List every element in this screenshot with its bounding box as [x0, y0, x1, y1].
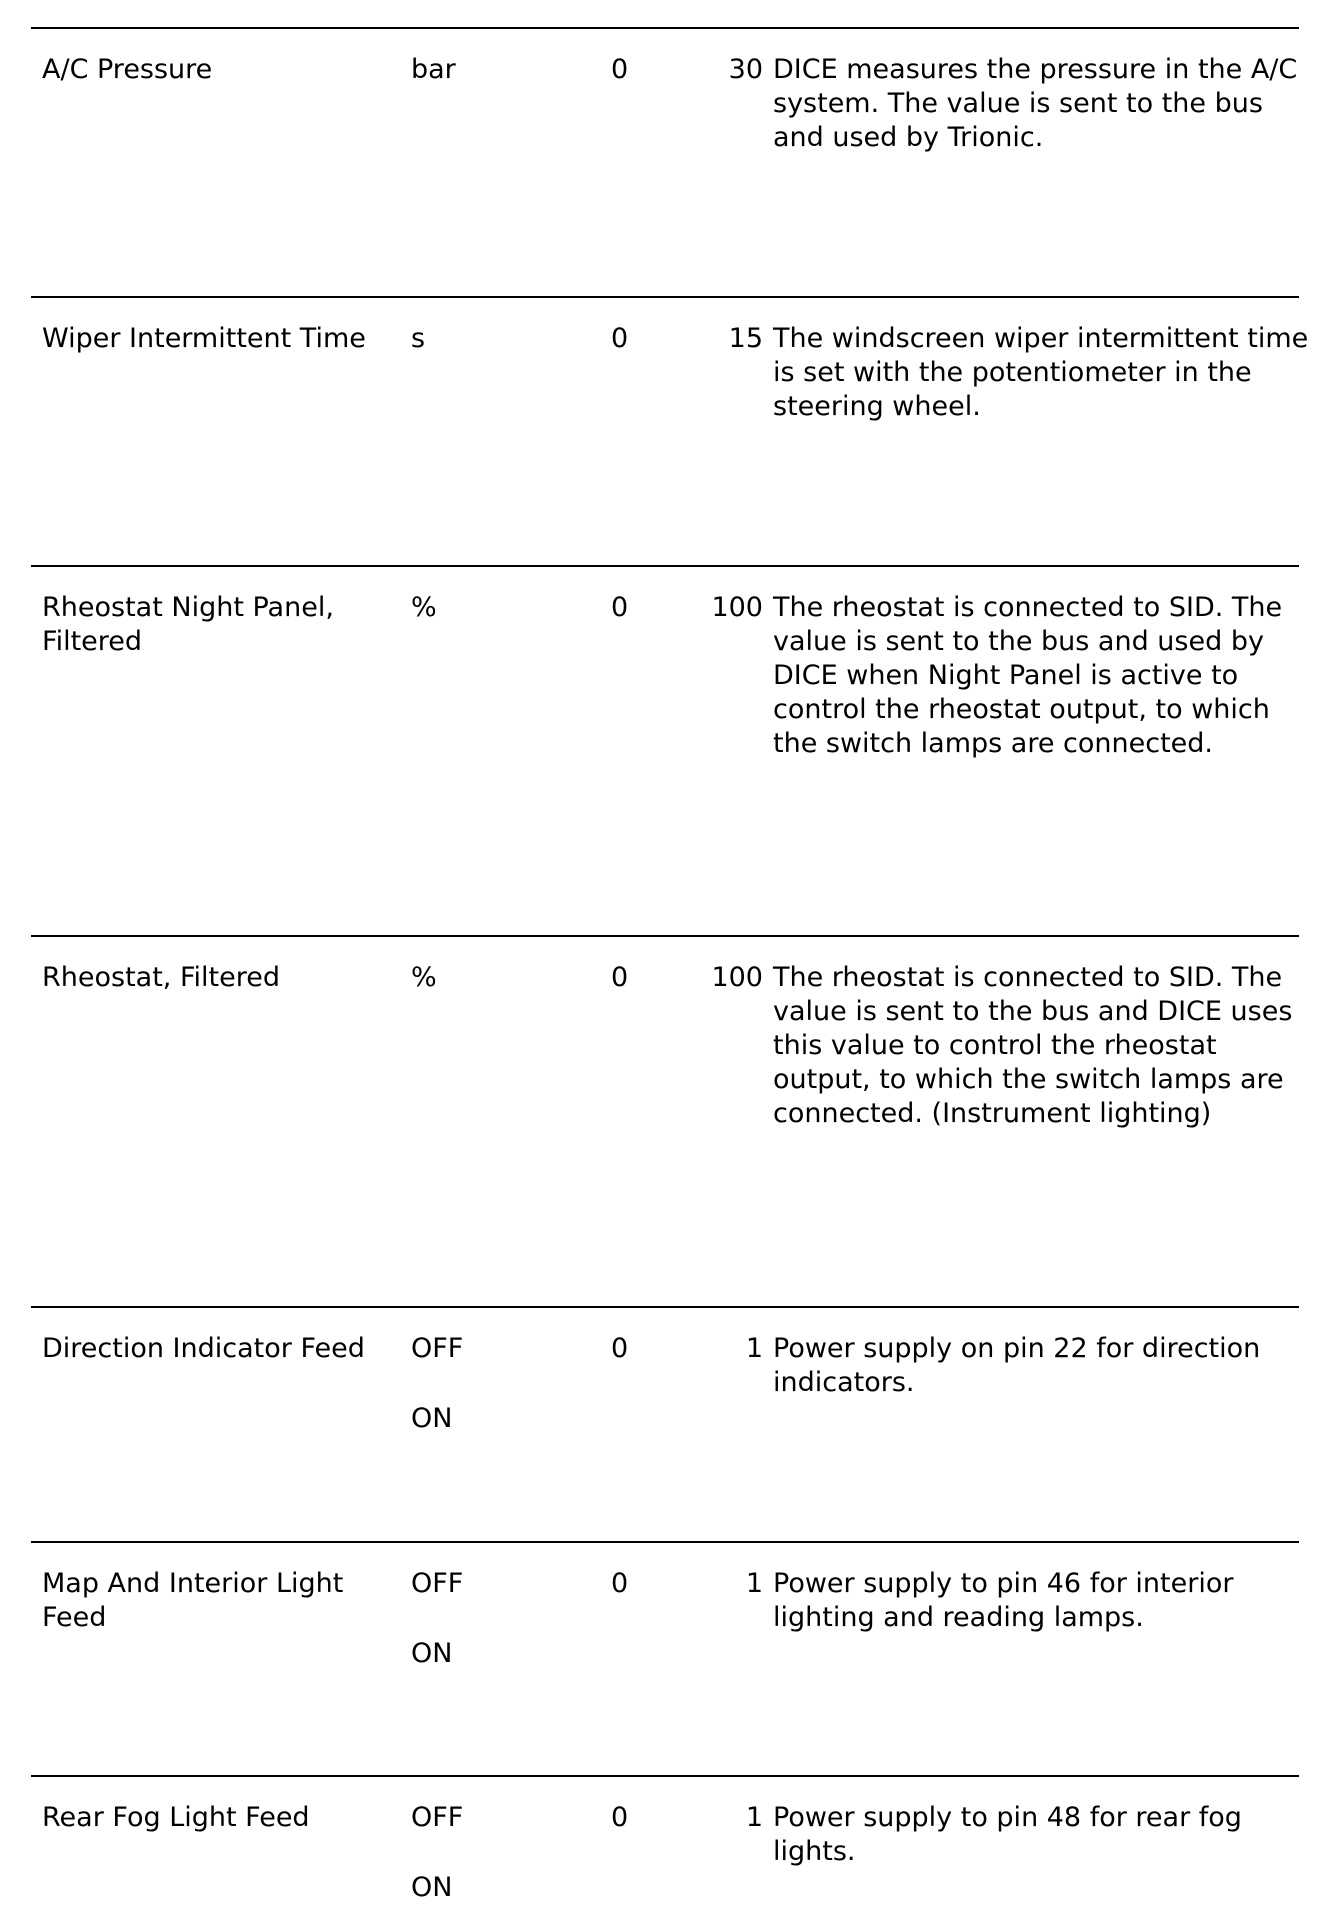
parameter-description: Power supply to pin 46 for interior lighting and reading lamps.: [773, 1568, 1234, 1633]
unit-value: OFF: [411, 1802, 464, 1833]
unit-value: %: [411, 962, 437, 993]
table-row: [31, 296, 1309, 565]
parameter-max: 100: [711, 592, 763, 623]
table-row: [31, 1541, 1299, 1775]
unit-value: bar: [411, 54, 456, 85]
unit-value: ON: [411, 1403, 453, 1434]
parameter-unit: [411, 591, 561, 625]
table-row: [31, 565, 1299, 935]
parameter-min: 0: [611, 962, 629, 993]
parameter-min: 0: [611, 1333, 629, 1364]
parameter-max: 15: [728, 323, 763, 354]
parameter-max: 1: [745, 1802, 763, 1833]
parameter-name: Map And Interior Light Feed: [42, 1568, 344, 1633]
parameter-name: Rheostat Night Panel, Filtered: [42, 592, 334, 657]
parameter-name: Direction Indicator Feed: [42, 1333, 365, 1364]
parameter-min: 0: [611, 1802, 629, 1833]
parameter-description: Power supply on pin 22 for direction indicators.: [773, 1333, 1261, 1398]
table-row: [31, 935, 1299, 1306]
parameter-max: 1: [745, 1333, 763, 1364]
parameter-name: A/C Pressure: [42, 54, 213, 85]
parameter-max: 30: [728, 54, 763, 85]
parameter-unit: [411, 961, 561, 995]
parameter-table: [31, 27, 1309, 1903]
parameter-unit: [411, 1801, 561, 1905]
parameter-description: Power supply to pin 48 for rear fog lights.: [773, 1802, 1242, 1867]
parameter-unit: [411, 1332, 561, 1436]
parameter-name: Rear Fog Light Feed: [42, 1802, 310, 1833]
unit-value: ON: [411, 1638, 453, 1669]
parameter-unit: [411, 322, 561, 356]
parameter-description: DICE measures the pressure in the A/C system. The value is sent to the bus and used by Trionic.: [773, 54, 1298, 153]
parameter-max: 100: [711, 962, 763, 993]
table-row: [31, 1306, 1299, 1541]
parameter-name: Rheostat, Filtered: [42, 962, 280, 993]
table-row: [31, 1775, 1299, 1903]
parameter-description: The rheostat is connected to SID. The value is sent to the bus and used by DICE when Night Panel is active to control the rheostat output, to which the switch lamps are connected.: [773, 592, 1283, 759]
parameter-description: The rheostat is connected to SID. The value is sent to the bus and DICE uses this value to control the rheostat output, to which the switch lamps are connected. (Instrument lighting): [773, 962, 1293, 1129]
parameter-min: 0: [611, 1568, 629, 1599]
parameter-description: The windscreen wiper intermittent time is set with the potentiometer in the steering wheel.: [773, 323, 1309, 422]
unit-value: OFF: [411, 1568, 464, 1599]
parameter-name: Wiper Intermittent Time: [42, 323, 366, 354]
parameter-unit: [411, 53, 561, 87]
unit-value: s: [411, 323, 426, 354]
parameter-min: 0: [611, 592, 629, 623]
parameter-min: 0: [611, 323, 629, 354]
parameter-max: 1: [745, 1568, 763, 1599]
unit-value: OFF: [411, 1333, 464, 1364]
unit-value: %: [411, 592, 437, 623]
unit-value: ON: [411, 1872, 453, 1903]
parameter-unit: [411, 1567, 561, 1671]
parameter-min: 0: [611, 54, 629, 85]
table-row: [31, 27, 1299, 296]
